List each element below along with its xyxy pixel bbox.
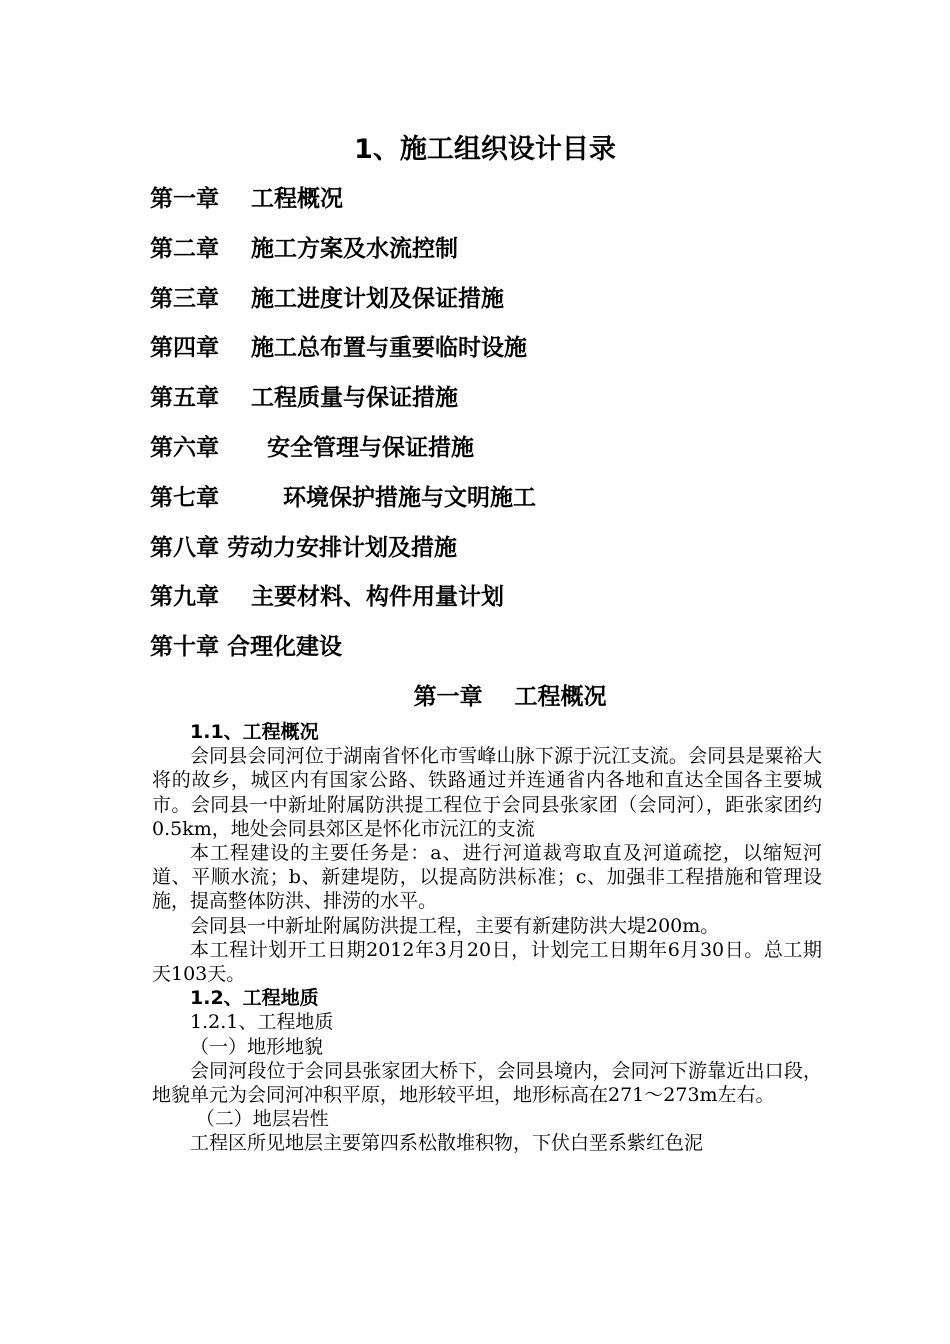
toc-item-chapter-5: 第五章 工程质量与保证措施 [150, 385, 459, 412]
paragraph-overview: 会同县会同河位于湖南省怀化市雪峰山脉下源于沅江支流。会同县是粟裕大将的故乡，城区内有国家公路、铁路通过并连通省内各地和直达全国各主要城市。会同县一中新址附属防洪提工程位于会同县张家团（会同河），距张家团约0.5km，地处会同县郊区是怀化市沅江的支流 [152, 745, 822, 840]
toc-item-chapter-7: 第七章 环境保护措施与文明施工 [150, 484, 537, 511]
paragraph-scope: 会同县一中新址附属防洪提工程，主要有新建防洪大堤200m。 [190, 914, 720, 937]
paragraph-schedule: 本工程计划开工日期2012年3月20日，计划完工日期年6月30日。总工期天103天。 [152, 938, 822, 986]
toc-item-chapter-9: 第九章 主要材料、构件用量计划 [150, 584, 505, 611]
paragraph-tasks: 本工程建设的主要任务是：a、进行河道裁弯取直及河道疏挖，以缩短河道、平顺水流；b、新建堤防，以提高防洪标准；c、加强非工程措施和管理设施，提高整体防洪、排涝的水平。 [152, 842, 822, 913]
section-heading-1-2: 1.2、工程地质 [190, 987, 319, 1010]
chapter-body [152, 720, 822, 1156]
sub-heading-terrain: （一）地形地貌 [190, 1035, 324, 1058]
table-of-contents [150, 182, 850, 680]
toc-item-chapter-6: 第六章 安全管理与保证措施 [150, 434, 475, 461]
paragraph-strata: 工程区所见地层主要第四系松散堆积物，下伏白垩系紫红色泥 [190, 1132, 704, 1155]
toc-item-chapter-2: 第二章 施工方案及水流控制 [150, 235, 459, 262]
chapter-heading: 第一章 工程概况 [413, 684, 607, 710]
toc-item-chapter-1: 第一章 工程概况 [150, 186, 344, 212]
document-title: 1、施工组织设计目录 [354, 134, 616, 165]
sub-heading-strata: （二）地层岩性 [195, 1108, 329, 1131]
section-heading-1-1: 1.1、工程概况 [190, 721, 319, 743]
toc-item-chapter-3: 第三章 施工进度计划及保证措施 [150, 285, 505, 312]
toc-item-chapter-10: 第十章 合理化建设 [150, 634, 343, 661]
subsection-heading-1-2-1: 1.2.1、工程地质 [190, 1011, 334, 1034]
toc-item-chapter-4: 第四章 施工总布置与重要临时设施 [150, 335, 528, 362]
toc-item-chapter-8: 第八章 劳动力安排计划及措施 [150, 534, 458, 561]
paragraph-terrain: 会同河段位于会同县张家团大桥下，会同县境内，会同河下游靠近出口段，地貌单元为会同河冲积平原，地形较平坦，地形标高在271～273m左右。 [152, 1059, 822, 1107]
